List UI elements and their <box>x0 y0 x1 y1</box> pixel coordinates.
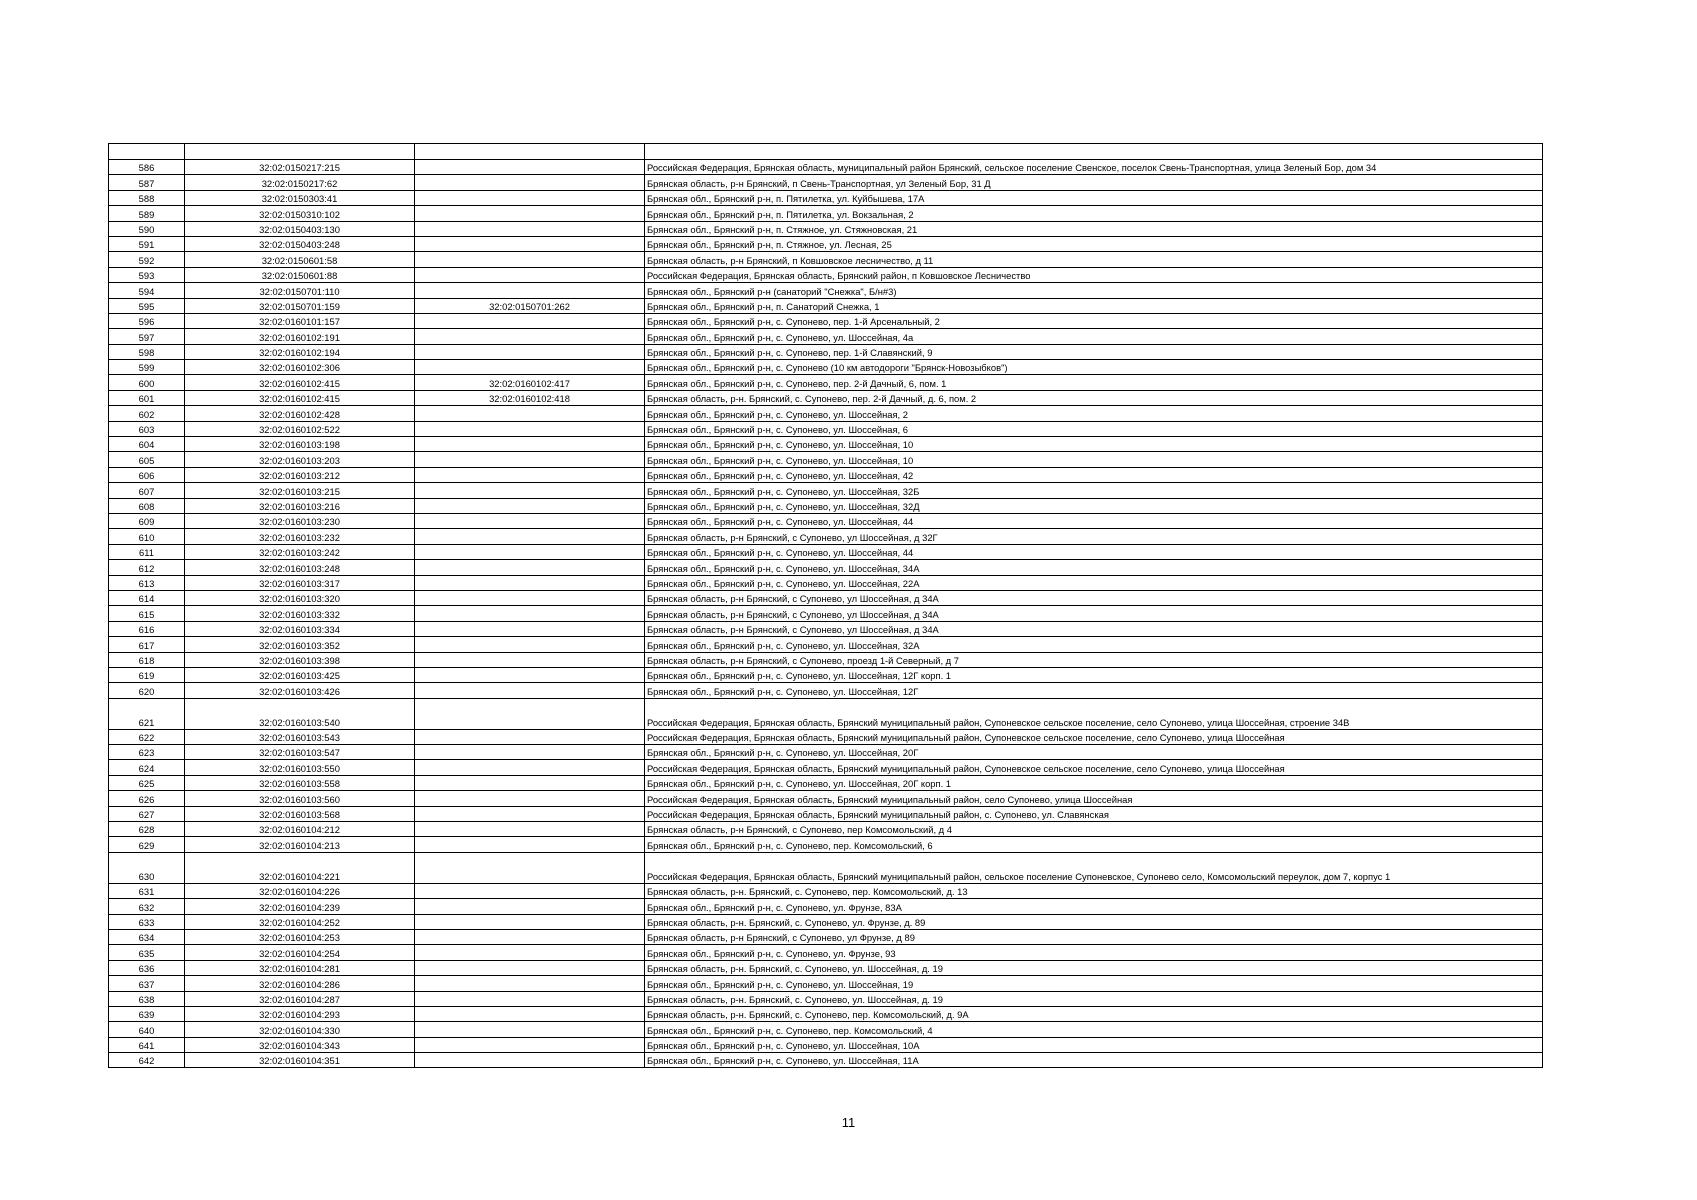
cadastral-number-cell: 32:02:0160103:568 <box>185 806 415 821</box>
cadastral-number-cell: 32:02:0160104:213 <box>185 837 415 852</box>
table-row <box>109 606 1543 621</box>
row-number-cell: 639 <box>109 1006 185 1021</box>
related-cadastral-number-cell <box>415 637 645 652</box>
address-cell: Брянская область, р-н Брянский, п Ковшовское лесничество, д 11 <box>645 252 1543 267</box>
related-cadastral-number-cell: 32:02:0150701:262 <box>415 298 645 313</box>
address-cell: Российская Федерация, Брянская область, Брянский муниципальный район, Супоневское сельское поселение, село Супонево, улица Шоссейная, строение 34В <box>645 698 1543 729</box>
table-row <box>109 899 1543 914</box>
row-number-cell: 614 <box>109 590 185 605</box>
row-number-cell: 616 <box>109 621 185 636</box>
cadastral-number-cell: 32:02:0160102:191 <box>185 329 415 344</box>
cadastral-number-cell: 32:02:0160101:157 <box>185 313 415 328</box>
table-row <box>109 1022 1543 1037</box>
row-number-cell: 617 <box>109 637 185 652</box>
cadastral-number-cell: 32:02:0160103:426 <box>185 683 415 698</box>
address-cell: Брянская обл., Брянский р-н, с. Супонево, ул. Шоссейная, 10 <box>645 452 1543 467</box>
related-cadastral-number-cell <box>415 483 645 498</box>
related-cadastral-number-cell <box>415 929 645 944</box>
address-cell: Брянская обл., Брянский р-н, п. Пятилетка, ул. Куйбышева, 17А <box>645 190 1543 205</box>
address-cell: Брянская обл., Брянский р-н, с. Супонево, ул. Шоссейная, 44 <box>645 544 1543 559</box>
table-row <box>109 883 1543 898</box>
row-number-cell: 596 <box>109 313 185 328</box>
related-cadastral-number-cell <box>415 421 645 436</box>
row-number-cell: 632 <box>109 899 185 914</box>
table-row <box>109 852 1543 883</box>
related-cadastral-number-cell <box>415 236 645 251</box>
address-cell: Брянская обл., Брянский р-н, п. Пятилетка, ул. Вокзальная, 2 <box>645 206 1543 221</box>
table-row <box>109 406 1543 421</box>
address-cell: Брянская обл., Брянский р-н, с. Супонево, ул. Шоссейная, 19 <box>645 976 1543 991</box>
address-cell: Российская Федерация, Брянская область, Брянский муниципальный район, сельское поселение Супоневское, Супонево село, Комсомольский переулок, дом 7, корпус 1 <box>645 852 1543 883</box>
related-cadastral-number-cell <box>415 791 645 806</box>
row-number-cell: 597 <box>109 329 185 344</box>
address-cell: Брянская обл., Брянский р-н, с. Супонево, ул. Шоссейная, 12Г <box>645 683 1543 698</box>
row-number-cell: 641 <box>109 1037 185 1052</box>
cadastral-number-cell: 32:02:0160103:560 <box>185 791 415 806</box>
address-cell: Брянская обл., Брянский р-н, с. Супонево, ул. Шоссейная, 20Г корп. 1 <box>645 775 1543 790</box>
address-cell: Брянская обл., Брянский р-н, с. Супонево, ул. Шоссейная, 12Г корп. 1 <box>645 667 1543 682</box>
address-cell: Брянская обл., Брянский р-н, с. Супонево, ул. Шоссейная, 4а <box>645 329 1543 344</box>
cadastral-number-cell: 32:02:0160102:428 <box>185 406 415 421</box>
address-cell: Брянская обл., Брянский р-н, с. Супонево, ул. Шоссейная, 22А <box>645 575 1543 590</box>
row-number-cell: 589 <box>109 206 185 221</box>
row-number-cell: 631 <box>109 883 185 898</box>
row-number-cell: 619 <box>109 667 185 682</box>
address-cell: Российская Федерация, Брянская область, Брянский муниципальный район, Супоневское сельское поселение, село Супонево, улица Шоссейная <box>645 760 1543 775</box>
related-cadastral-number-cell <box>415 437 645 452</box>
address-cell: Брянская область, р-н Брянский, п Свень-Транспортная, ул Зеленый Бор, 31 Д <box>645 175 1543 190</box>
address-cell: Российская Федерация, Брянская область, Брянский муниципальный район, село Супонево, улица Шоссейная <box>645 791 1543 806</box>
cadastral-number-cell: 32:02:0160104:351 <box>185 1053 415 1068</box>
row-number-cell: 615 <box>109 606 185 621</box>
cadastral-number-cell: 32:02:0150601:88 <box>185 267 415 282</box>
table-row <box>109 513 1543 528</box>
address-cell: Брянская обл., Брянский р-н, с. Супонево, пер. Комсомольский, 4 <box>645 1022 1543 1037</box>
address-cell: Российская Федерация, Брянская область, Брянский муниципальный район, с. Супонево, ул. Славянская <box>645 806 1543 821</box>
cadastral-number-cell: 32:02:0150303:41 <box>185 190 415 205</box>
table-row <box>109 298 1543 313</box>
row-number-cell: 620 <box>109 683 185 698</box>
row-number-cell: 640 <box>109 1022 185 1037</box>
table-row <box>109 667 1543 682</box>
address-cell: Российская Федерация, Брянская область, муниципальный район Брянский, сельское поселение Свенское, поселок Свень-Транспортная, улица Зеленый Бор, дом 34 <box>645 160 1543 175</box>
related-cadastral-number-cell <box>415 976 645 991</box>
table-row <box>109 175 1543 190</box>
cadastral-number-cell: 32:02:0160104:252 <box>185 914 415 929</box>
cadastral-number-cell: 32:02:0160103:352 <box>185 637 415 652</box>
row-number-cell: 630 <box>109 852 185 883</box>
address-cell: Брянская область, р-н. Брянский, с. Супонево, ул. Фрунзе, д. 89 <box>645 914 1543 929</box>
cadastral-number-cell: 32:02:0160103:198 <box>185 437 415 452</box>
address-cell: Российская Федерация, Брянская область, Брянский район, п Ковшовское Лесничество <box>645 267 1543 282</box>
address-cell: Брянская обл., Брянский р-н, п. Стяжное, ул. Стяжновская, 21 <box>645 221 1543 236</box>
row-number-cell: 593 <box>109 267 185 282</box>
address-cell: Брянская обл., Брянский р-н, с. Супонево, ул. Шоссейная, 32А <box>645 637 1543 652</box>
row-number-cell: 609 <box>109 513 185 528</box>
address-cell: Брянская обл., Брянский р-н, п. Санаторий Снежка, 1 <box>645 298 1543 313</box>
related-cadastral-number-cell <box>415 283 645 298</box>
related-cadastral-number-cell <box>415 575 645 590</box>
table-row <box>109 1037 1543 1052</box>
table-top-spacer-row <box>109 144 1543 160</box>
address-cell: Брянская обл., Брянский р-н, п. Стяжное, ул. Лесная, 25 <box>645 236 1543 251</box>
cadastral-number-cell: 32:02:0150403:130 <box>185 221 415 236</box>
address-cell: Брянская область, р-н Брянский, с Супонево, проезд 1-й Северный, д 7 <box>645 652 1543 667</box>
table-row <box>109 652 1543 667</box>
related-cadastral-number-cell <box>415 190 645 205</box>
row-number-cell: 598 <box>109 344 185 359</box>
row-number-cell: 610 <box>109 529 185 544</box>
related-cadastral-number-cell <box>415 837 645 852</box>
row-number-cell: 635 <box>109 945 185 960</box>
table-row <box>109 529 1543 544</box>
cadastral-number-cell: 32:02:0160103:558 <box>185 775 415 790</box>
cadastral-number-cell: 32:02:0160103:215 <box>185 483 415 498</box>
row-number-cell: 603 <box>109 421 185 436</box>
cadastral-number-cell: 32:02:0160103:242 <box>185 544 415 559</box>
cadastral-number-cell: 32:02:0150217:62 <box>185 175 415 190</box>
related-cadastral-number-cell <box>415 498 645 513</box>
address-cell: Брянская область, р-н. Брянский, с. Супонево, пер. 2-й Дачный, д. 6, пом. 2 <box>645 390 1543 405</box>
cadastral-number-cell: 32:02:0160103:230 <box>185 513 415 528</box>
related-cadastral-number-cell <box>415 406 645 421</box>
related-cadastral-number-cell <box>415 775 645 790</box>
row-number-cell: 627 <box>109 806 185 821</box>
cadastral-number-cell: 32:02:0160102:415 <box>185 375 415 390</box>
table-row <box>109 267 1543 282</box>
row-number-cell: 636 <box>109 960 185 975</box>
cadastral-number-cell: 32:02:0160104:293 <box>185 1006 415 1021</box>
row-number-cell: 587 <box>109 175 185 190</box>
table-row <box>109 360 1543 375</box>
table-row <box>109 313 1543 328</box>
related-cadastral-number-cell <box>415 360 645 375</box>
cadastral-number-cell: 32:02:0160104:330 <box>185 1022 415 1037</box>
table-row <box>109 160 1543 175</box>
address-cell: Брянская область, р-н. Брянский, с. Супонево, ул. Шоссейная, д. 19 <box>645 960 1543 975</box>
row-number-cell: 626 <box>109 791 185 806</box>
address-cell: Брянская обл., Брянский р-н, с. Супонево, пер. 1-й Славянский, 9 <box>645 344 1543 359</box>
cadastral-number-cell: 32:02:0160103:248 <box>185 560 415 575</box>
related-cadastral-number-cell <box>415 1022 645 1037</box>
row-number-cell: 590 <box>109 221 185 236</box>
table-row <box>109 637 1543 652</box>
table-row <box>109 837 1543 852</box>
related-cadastral-number-cell <box>415 606 645 621</box>
table-row <box>109 252 1543 267</box>
related-cadastral-number-cell <box>415 252 645 267</box>
table-row <box>109 1006 1543 1021</box>
address-cell: Брянская область, р-н Брянский, с Супонево, ул Шоссейная, д 34А <box>645 606 1543 621</box>
address-cell: Брянская обл., Брянский р-н, с. Супонево, ул. Фрунзе, 83А <box>645 899 1543 914</box>
table-row <box>109 344 1543 359</box>
row-number-cell: 608 <box>109 498 185 513</box>
row-number-cell: 621 <box>109 698 185 729</box>
table-row <box>109 775 1543 790</box>
address-cell: Брянская область, р-н Брянский, с Супонево, ул Шоссейная, д 32Г <box>645 529 1543 544</box>
cadastral-number-cell: 32:02:0160103:334 <box>185 621 415 636</box>
address-cell: Брянская обл., Брянский р-н, с. Супонево, ул. Фрунзе, 93 <box>645 945 1543 960</box>
cadastral-number-cell: 32:02:0160103:550 <box>185 760 415 775</box>
table-row <box>109 945 1543 960</box>
row-number-cell: 601 <box>109 390 185 405</box>
row-number-cell: 629 <box>109 837 185 852</box>
related-cadastral-number-cell <box>415 914 645 929</box>
cadastral-number-cell: 32:02:0160102:415 <box>185 390 415 405</box>
cadastral-number-cell: 32:02:0150217:215 <box>185 160 415 175</box>
address-cell: Брянская обл., Брянский р-н, с. Супонево, пер. 2-й Дачный, 6, пом. 1 <box>645 375 1543 390</box>
cadastral-number-cell: 32:02:0160104:253 <box>185 929 415 944</box>
address-cell: Брянская обл., Брянский р-н, с. Супонево (10 км автодороги "Брянск-Новозыбков") <box>645 360 1543 375</box>
address-cell: Брянская обл., Брянский р-н (санаторий "Снежка", Б/н#3) <box>645 283 1543 298</box>
cadastral-number-cell: 32:02:0160104:343 <box>185 1037 415 1052</box>
cadastral-number-cell: 32:02:0160103:425 <box>185 667 415 682</box>
table-row <box>109 329 1543 344</box>
related-cadastral-number-cell <box>415 652 645 667</box>
row-number-cell: 604 <box>109 437 185 452</box>
registry-table <box>108 143 1543 1068</box>
related-cadastral-number-cell: 32:02:0160102:418 <box>415 390 645 405</box>
row-number-cell: 638 <box>109 991 185 1006</box>
row-number-cell: 588 <box>109 190 185 205</box>
cadastral-number-cell: 32:02:0160104:281 <box>185 960 415 975</box>
related-cadastral-number-cell <box>415 267 645 282</box>
related-cadastral-number-cell <box>415 529 645 544</box>
related-cadastral-number-cell <box>415 452 645 467</box>
address-cell: Брянская обл., Брянский р-н, с. Супонево, ул. Шоссейная, 32Д <box>645 498 1543 513</box>
address-cell: Брянская область, р-н. Брянский, с. Супонево, пер. Комсомольский, д. 9А <box>645 1006 1543 1021</box>
related-cadastral-number-cell <box>415 513 645 528</box>
table-row <box>109 544 1543 559</box>
table-row <box>109 960 1543 975</box>
related-cadastral-number-cell <box>415 822 645 837</box>
table-row <box>109 1053 1543 1068</box>
cadastral-number-cell: 32:02:0150310:102 <box>185 206 415 221</box>
address-cell: Брянская обл., Брянский р-н, с. Супонево, ул. Шоссейная, 44 <box>645 513 1543 528</box>
cadastral-number-cell: 32:02:0160102:522 <box>185 421 415 436</box>
related-cadastral-number-cell <box>415 745 645 760</box>
cadastral-number-cell: 32:02:0160104:221 <box>185 852 415 883</box>
address-cell: Брянская область, р-н Брянский, с Супонево, ул Шоссейная, д 34А <box>645 621 1543 636</box>
address-cell: Брянская обл., Брянский р-н, с. Супонево, ул. Шоссейная, 20Г <box>645 745 1543 760</box>
row-number-cell: 622 <box>109 729 185 744</box>
related-cadastral-number-cell <box>415 729 645 744</box>
related-cadastral-number-cell <box>415 560 645 575</box>
cadastral-number-cell: 32:02:0160103:332 <box>185 606 415 621</box>
related-cadastral-number-cell <box>415 467 645 482</box>
related-cadastral-number-cell <box>415 221 645 236</box>
related-cadastral-number-cell <box>415 667 645 682</box>
related-cadastral-number-cell <box>415 1037 645 1052</box>
address-cell: Брянская обл., Брянский р-н, с. Супонево, ул. Шоссейная, 10 <box>645 437 1543 452</box>
address-cell: Брянская обл., Брянский р-н, с. Супонево, ул. Шоссейная, 32Б <box>645 483 1543 498</box>
table-row <box>109 190 1543 205</box>
row-number-cell: 637 <box>109 976 185 991</box>
address-cell: Брянская обл., Брянский р-н, с. Супонево, ул. Шоссейная, 34А <box>645 560 1543 575</box>
cadastral-number-cell: 32:02:0150701:110 <box>185 283 415 298</box>
related-cadastral-number-cell <box>415 945 645 960</box>
cadastral-number-cell: 32:02:0160103:398 <box>185 652 415 667</box>
cadastral-number-cell: 32:02:0160102:194 <box>185 344 415 359</box>
address-cell: Брянская область, р-н. Брянский, с. Супонево, пер. Комсомольский, д. 13 <box>645 883 1543 898</box>
related-cadastral-number-cell <box>415 621 645 636</box>
address-cell: Российская Федерация, Брянская область, Брянский муниципальный район, Супоневское сельское поселение, село Супонево, улица Шоссейная <box>645 729 1543 744</box>
cadastral-number-cell: 32:02:0160103:212 <box>185 467 415 482</box>
row-number-cell: 612 <box>109 560 185 575</box>
table-row <box>109 283 1543 298</box>
row-number-cell: 642 <box>109 1053 185 1068</box>
table-row <box>109 375 1543 390</box>
page-number: 11 <box>841 1115 856 1130</box>
address-cell: Брянская обл., Брянский р-н, с. Супонево, ул. Шоссейная, 2 <box>645 406 1543 421</box>
address-cell: Брянская обл., Брянский р-н, с. Супонево, пер. Комсомольский, 6 <box>645 837 1543 852</box>
table-row <box>109 390 1543 405</box>
table-row <box>109 760 1543 775</box>
row-number-cell: 623 <box>109 745 185 760</box>
cadastral-number-cell: 32:02:0160103:216 <box>185 498 415 513</box>
table-row <box>109 683 1543 698</box>
row-number-cell: 586 <box>109 160 185 175</box>
table-row <box>109 914 1543 929</box>
related-cadastral-number-cell <box>415 698 645 729</box>
cadastral-number-cell: 32:02:0160103:547 <box>185 745 415 760</box>
table-row <box>109 929 1543 944</box>
row-number-cell: 605 <box>109 452 185 467</box>
table-row <box>109 452 1543 467</box>
row-number-cell: 602 <box>109 406 185 421</box>
related-cadastral-number-cell <box>415 329 645 344</box>
cadastral-number-cell: 32:02:0160103:543 <box>185 729 415 744</box>
table-row <box>109 483 1543 498</box>
row-number-cell: 611 <box>109 544 185 559</box>
related-cadastral-number-cell: 32:02:0160102:417 <box>415 375 645 390</box>
cadastral-number-cell: 32:02:0160102:306 <box>185 360 415 375</box>
cadastral-number-cell: 32:02:0160103:317 <box>185 575 415 590</box>
table-row <box>109 221 1543 236</box>
related-cadastral-number-cell <box>415 313 645 328</box>
table-row <box>109 236 1543 251</box>
table-row <box>109 437 1543 452</box>
related-cadastral-number-cell <box>415 991 645 1006</box>
row-number-cell: 628 <box>109 822 185 837</box>
related-cadastral-number-cell <box>415 544 645 559</box>
address-cell: Брянская область, р-н Брянский, с Супонево, ул Шоссейная, д 34А <box>645 590 1543 605</box>
table-row <box>109 729 1543 744</box>
registry-sheet <box>108 143 1542 1068</box>
row-number-cell: 634 <box>109 929 185 944</box>
table-row <box>109 621 1543 636</box>
cadastral-number-cell: 32:02:0150601:58 <box>185 252 415 267</box>
related-cadastral-number-cell <box>415 806 645 821</box>
cadastral-number-cell: 32:02:0160104:286 <box>185 976 415 991</box>
related-cadastral-number-cell <box>415 960 645 975</box>
address-cell: Брянская обл., Брянский р-н, с. Супонево, ул. Шоссейная, 42 <box>645 467 1543 482</box>
table-row <box>109 806 1543 821</box>
cadastral-number-cell: 32:02:0150701:159 <box>185 298 415 313</box>
cadastral-number-cell: 32:02:0160103:320 <box>185 590 415 605</box>
cadastral-number-cell: 32:02:0160103:232 <box>185 529 415 544</box>
cadastral-number-cell: 32:02:0160104:212 <box>185 822 415 837</box>
cadastral-number-cell: 32:02:0160104:254 <box>185 945 415 960</box>
related-cadastral-number-cell <box>415 175 645 190</box>
table-row <box>109 560 1543 575</box>
table-row <box>109 421 1543 436</box>
row-number-cell: 592 <box>109 252 185 267</box>
table-row <box>109 575 1543 590</box>
table-row <box>109 822 1543 837</box>
related-cadastral-number-cell <box>415 852 645 883</box>
address-cell: Брянская область, р-н Брянский, с Супонево, пер Комсомольский, д 4 <box>645 822 1543 837</box>
address-cell: Брянская обл., Брянский р-н, с. Супонево, пер. 1-й Арсенальный, 2 <box>645 313 1543 328</box>
row-number-cell: 594 <box>109 283 185 298</box>
row-number-cell: 606 <box>109 467 185 482</box>
row-number-cell: 600 <box>109 375 185 390</box>
related-cadastral-number-cell <box>415 590 645 605</box>
cadastral-number-cell: 32:02:0160103:203 <box>185 452 415 467</box>
row-number-cell: 595 <box>109 298 185 313</box>
row-number-cell: 633 <box>109 914 185 929</box>
address-cell: Брянская обл., Брянский р-н, с. Супонево, ул. Шоссейная, 11А <box>645 1053 1543 1068</box>
row-number-cell: 613 <box>109 575 185 590</box>
related-cadastral-number-cell <box>415 899 645 914</box>
table-row <box>109 206 1543 221</box>
cadastral-number-cell: 32:02:0150403:248 <box>185 236 415 251</box>
row-number-cell: 624 <box>109 760 185 775</box>
cadastral-number-cell: 32:02:0160104:287 <box>185 991 415 1006</box>
related-cadastral-number-cell <box>415 344 645 359</box>
registry-table-body <box>109 144 1543 1068</box>
address-cell: Брянская область, р-н. Брянский, с. Супонево, ул. Шоссейная, д. 19 <box>645 991 1543 1006</box>
cadastral-number-cell: 32:02:0160104:226 <box>185 883 415 898</box>
row-number-cell: 618 <box>109 652 185 667</box>
table-row <box>109 467 1543 482</box>
table-row <box>109 698 1543 729</box>
related-cadastral-number-cell <box>415 160 645 175</box>
address-cell: Брянская обл., Брянский р-н, с. Супонево, ул. Шоссейная, 6 <box>645 421 1543 436</box>
row-number-cell: 607 <box>109 483 185 498</box>
related-cadastral-number-cell <box>415 1006 645 1021</box>
table-row <box>109 590 1543 605</box>
table-row <box>109 976 1543 991</box>
row-number-cell: 591 <box>109 236 185 251</box>
address-cell: Брянская область, р-н Брянский, с Супонево, ул Фрунзе, д 89 <box>645 929 1543 944</box>
cadastral-number-cell: 32:02:0160104:239 <box>185 899 415 914</box>
related-cadastral-number-cell <box>415 1053 645 1068</box>
table-row <box>109 791 1543 806</box>
table-row <box>109 745 1543 760</box>
address-cell: Брянская обл., Брянский р-н, с. Супонево, ул. Шоссейная, 10А <box>645 1037 1543 1052</box>
related-cadastral-number-cell <box>415 883 645 898</box>
related-cadastral-number-cell <box>415 683 645 698</box>
row-number-cell: 625 <box>109 775 185 790</box>
table-row <box>109 498 1543 513</box>
table-row <box>109 991 1543 1006</box>
related-cadastral-number-cell <box>415 206 645 221</box>
cadastral-number-cell: 32:02:0160103:540 <box>185 698 415 729</box>
row-number-cell: 599 <box>109 360 185 375</box>
related-cadastral-number-cell <box>415 760 645 775</box>
